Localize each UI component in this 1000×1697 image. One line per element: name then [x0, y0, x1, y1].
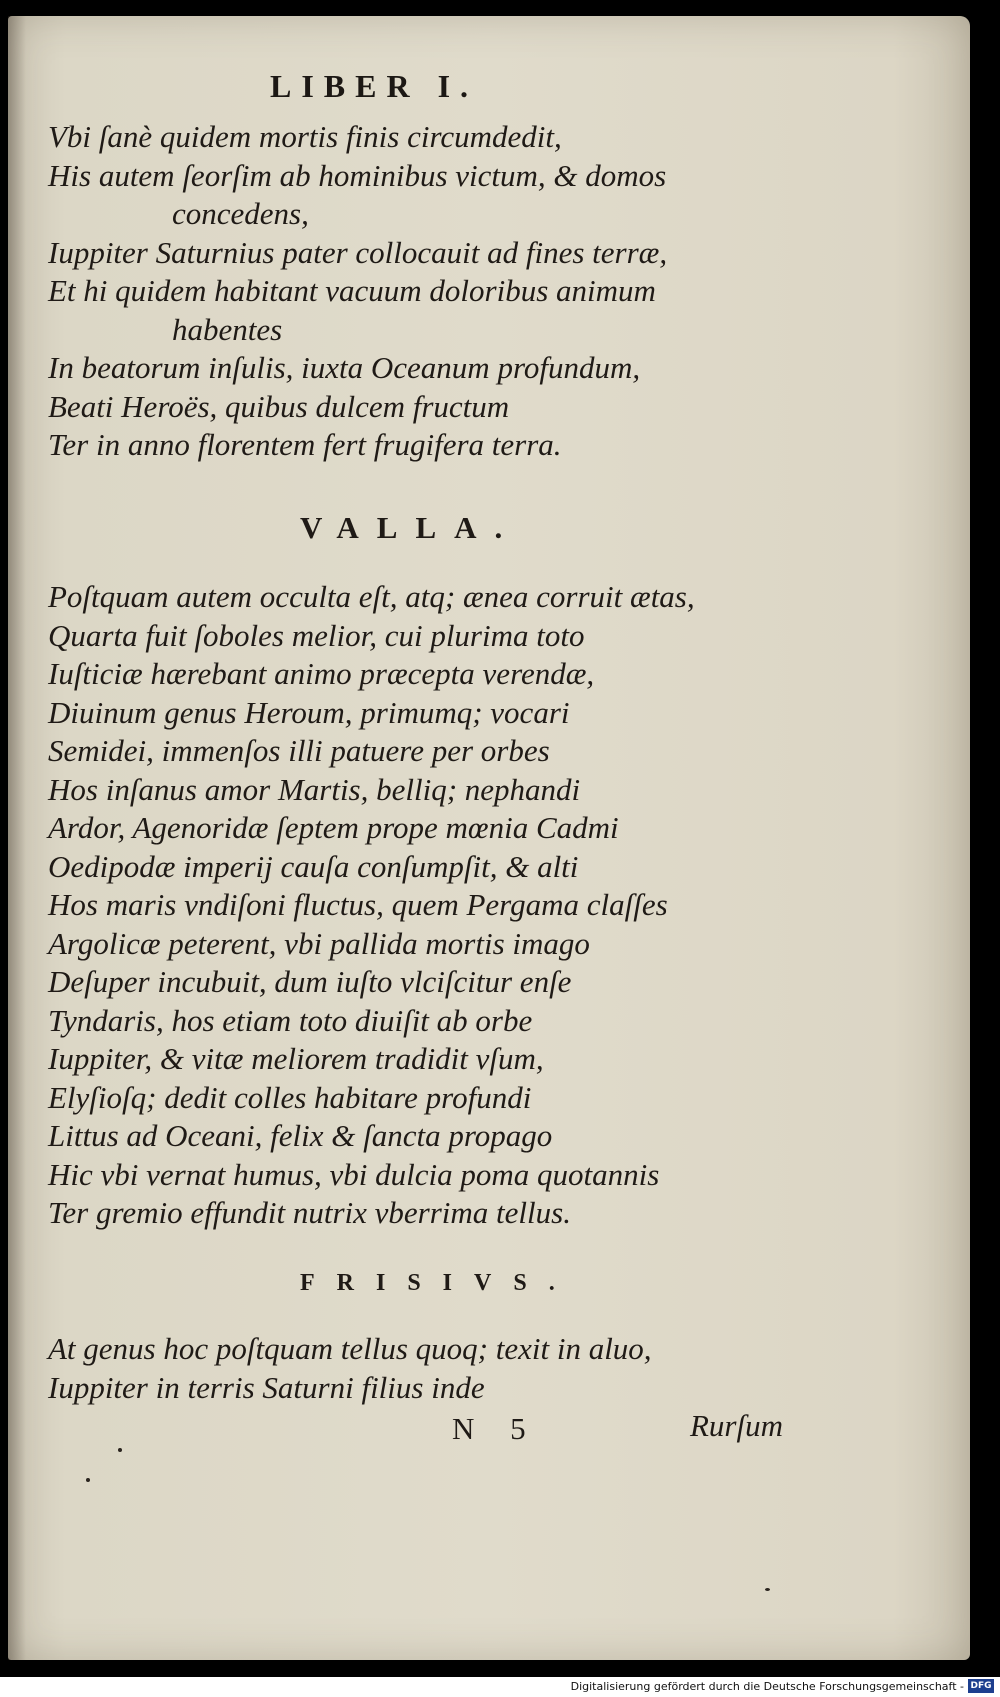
page-gutter-shadow: [8, 16, 26, 1660]
verse-line: In beatorum inſulis, iuxta Oceanum profundum,: [48, 350, 641, 385]
verse-line: concedens,: [172, 196, 309, 231]
verse-line: Argolicæ peterent, vbi pallida mortis imago: [48, 925, 590, 961]
verse-line: At genus hoc poſtquam tellus quoq; texit in aluo,: [48, 1331, 652, 1366]
verse-line: Iuppiter, & vitæ meliorem tradidit vſum,: [48, 1041, 544, 1076]
verse-line: Ter gremio effundit nutrix vberrima tellus.: [48, 1195, 571, 1230]
verse-block-3: [48, 1330, 808, 1407]
verse-line: Quarta fuit ſoboles melior, cui plurima toto: [48, 617, 585, 653]
verse-line: Ter in anno florentem fert frugifera terra.: [48, 427, 562, 462]
verse-line: His autem ſeorſim ab hominibus victum, & domos: [48, 157, 667, 193]
verse-line: Elyſioſq; dedit colles habitare profundi: [48, 1079, 532, 1115]
verse-line: Hos inſanus amor Martis, belliq; nephandi: [48, 771, 581, 807]
ink-speck: [118, 1448, 122, 1452]
catchword: Rurſum: [690, 1408, 783, 1443]
section-heading-frisius: FRISIVS.: [300, 1270, 577, 1296]
verse-line: Hos maris vndiſoni fluctus, quem Pergama claſſes: [48, 887, 668, 922]
running-head: LIBER I.: [270, 68, 479, 104]
verse-line: Ardor, Agenoridæ ſeptem prope mœnia Cadmi: [48, 810, 619, 845]
verse-line: Vbi ſanè quidem mortis finis circumdedit,: [48, 119, 562, 154]
ink-speck: [765, 1588, 770, 1591]
signature-mark: N 5: [452, 1411, 540, 1446]
verse-line: Iuſticiæ hærebant animo præcepta verendæ,: [48, 656, 595, 691]
verse-line: Et hi quidem habitant vacuum doloribus animum: [48, 273, 656, 308]
verse-line: Semidei, immenſos illi patuere per orbes: [48, 733, 550, 768]
section-heading-valla: VALLA.: [300, 510, 521, 545]
verse-line: Hic vbi vernat humus, vbi dulcia poma quotannis: [48, 1156, 660, 1192]
footer-credit: Digitalisierung gefördert durch die Deutsche Forschungsgemeinschaft -: [570, 1680, 964, 1693]
verse-line: Iuppiter in terris Saturni filius inde: [48, 1369, 485, 1405]
verse-line: Deſuper incubuit, dum iuſto vlciſcitur enſe: [48, 964, 572, 999]
verse-block-1: [48, 118, 808, 465]
verse-block-2: [48, 578, 808, 1233]
verse-line: Beati Heroës, quibus dulcem fructum: [48, 388, 510, 424]
verse-line: Poſtquam autem occulta eſt, atq; ænea corruit ætas,: [48, 579, 695, 614]
verse-line: Iuppiter Saturnius pater collocauit ad fines terræ,: [48, 234, 668, 270]
dfg-logo: DFG: [968, 1679, 994, 1693]
verse-line: habentes: [172, 311, 283, 347]
verse-line: Oedipodæ imperij cauſa conſumpſit, & alti: [48, 848, 579, 884]
verse-line: Littus ad Oceani, felix & ſancta propago: [48, 1118, 553, 1153]
ink-speck: [86, 1478, 90, 1482]
verse-line: Tyndaris, hos etiam toto diuiſit ab orbe: [48, 1002, 533, 1038]
verse-line: Diuinum genus Heroum, primumq; vocari: [48, 694, 570, 730]
